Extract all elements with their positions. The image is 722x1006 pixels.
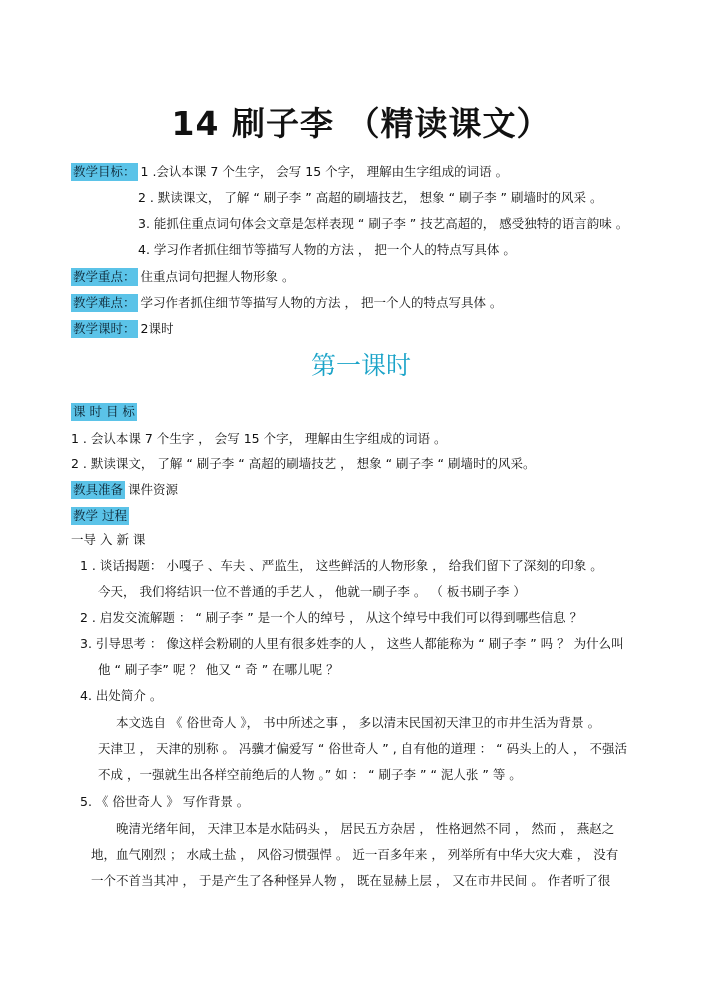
key-point-row xyxy=(71,268,295,286)
body-line: 晚清光绪年间， 天津卫本是水陆码头 ， 居民五方杂居 ， 性格迥然不同 ， 然而 ， 燕赵之 xyxy=(116,821,615,836)
body-line: 地，血气刚烈 ； 水咸土盐 ， 风俗习惯强悍 。 近一百多年来 ， 列举所有中华大灾大难 ， 没有 xyxy=(91,847,619,862)
process-row xyxy=(71,507,132,525)
tools-row xyxy=(71,481,178,499)
goals-row xyxy=(71,163,508,181)
body-line: 4. 出处简介 。 xyxy=(80,688,163,703)
hours-text: 2课时 xyxy=(140,321,174,336)
difficulty-text: 学习作者抓住细节等描写人物的方法 ， 把一个人的特点写具体 。 xyxy=(140,295,503,310)
key-point-tag: 教学重点： xyxy=(73,269,136,284)
body-line: 一个不首当其冲 ， 于是产生了各种怪异人物 ， 既在显赫上层 ， 又在市井民间 。 作者听了很 xyxy=(91,873,611,888)
hours-tag: 教学课时： xyxy=(73,321,136,336)
goal-item: 3. 能抓住重点词句体会文章是怎样表现 “ 刷子李 ” 技艺高超的， 感受独特的语言韵味 。 xyxy=(138,216,629,231)
section-title: 一导 入 新 课 xyxy=(71,532,146,547)
goals-tag: 教学目标： xyxy=(73,164,136,179)
key-point-text: 住重点词句把握人物形象 。 xyxy=(140,269,295,284)
goal-item: 1 .会认本课 7 个生字， 会写 15 个字， 理解由生字组成的词语 。 xyxy=(140,164,509,179)
objective-tag: 课 时 目 标 xyxy=(73,404,135,419)
tools-tag: 教具准备 xyxy=(73,482,124,497)
objective-item: 2 . 默读课文， 了解 “ 刷子李 “ 高超的刷墙技艺 ， 想象 “ 刷子李 “ 刷墙时的风采。 xyxy=(71,456,536,471)
objective-row xyxy=(71,403,140,421)
difficulty-tag: 教学难点： xyxy=(73,295,136,310)
hours-row xyxy=(71,320,173,338)
body-line: 本文选自 《 俗世奇人 》， 书中所述之事 ， 多以清末民国初天津卫的市井生活为背景 。 xyxy=(116,715,601,730)
tools-text: 课件资源 xyxy=(128,482,179,497)
goal-item: 4. 学习作者抓住细节等描写人物的方法 ， 把一个人的特点写具体 。 xyxy=(138,242,516,257)
process-tag: 教学 过程 xyxy=(73,508,127,523)
goal-item: 2 . 默读课文， 了解 “ 刷子李 ” 高超的刷墙技艺， 想象 “ 刷子李 ” 刷墙时的风采 。 xyxy=(138,190,603,205)
body-line: 不成 ，一强就生出各样空前绝后的人物 。” 如 ： “ 刷子李 ” “ 泥人张 ” 等 。 xyxy=(98,767,522,782)
lesson-heading: 第一课时 xyxy=(310,351,411,380)
body-line: 天津卫 ， 天津的别称 。 冯骥才偏爱写 “ 俗世奇人 ” , 自有他的道理 ： “ 码头上的人 ， 不强活 xyxy=(98,741,628,756)
page-title: 14 刷子李 （精读课文） xyxy=(171,104,551,143)
body-line: 今天， 我们将结识一位不普通的手艺人 ， 他就一刷子李 。 （ 板书刷子李 ） xyxy=(98,584,526,599)
body-line: 2 . 启发交流解题 ： “ 刷子李 ” 是一个人的绰号 ， 从这个绰号中我们可以得到哪些信息 ？ xyxy=(80,610,583,625)
body-line: 3. 引导思考 ： 像这样会粉刷的人里有很多姓李的人 ， 这些人都能称为 “ 刷子李 ” 吗 ？ 为什么叫 xyxy=(80,636,624,651)
objective-item: 1 . 会认本课 7 个生字 ， 会写 15 个字， 理解由生字组成的词语 。 xyxy=(71,431,447,446)
body-line: 他 “ 刷子李” 呢 ？ 他又 “ 奇 ” 在哪儿呢 ？ xyxy=(98,662,339,677)
body-line: 1 . 谈话揭题： 小嘎子 、车夫 、严监生， 这些鲜活的人物形象 ， 给我们留下了深刻的印象 。 xyxy=(80,558,603,573)
body-line: 5. 《 俗世奇人 》 写作背景 。 xyxy=(80,794,250,809)
difficulty-row xyxy=(71,294,502,312)
